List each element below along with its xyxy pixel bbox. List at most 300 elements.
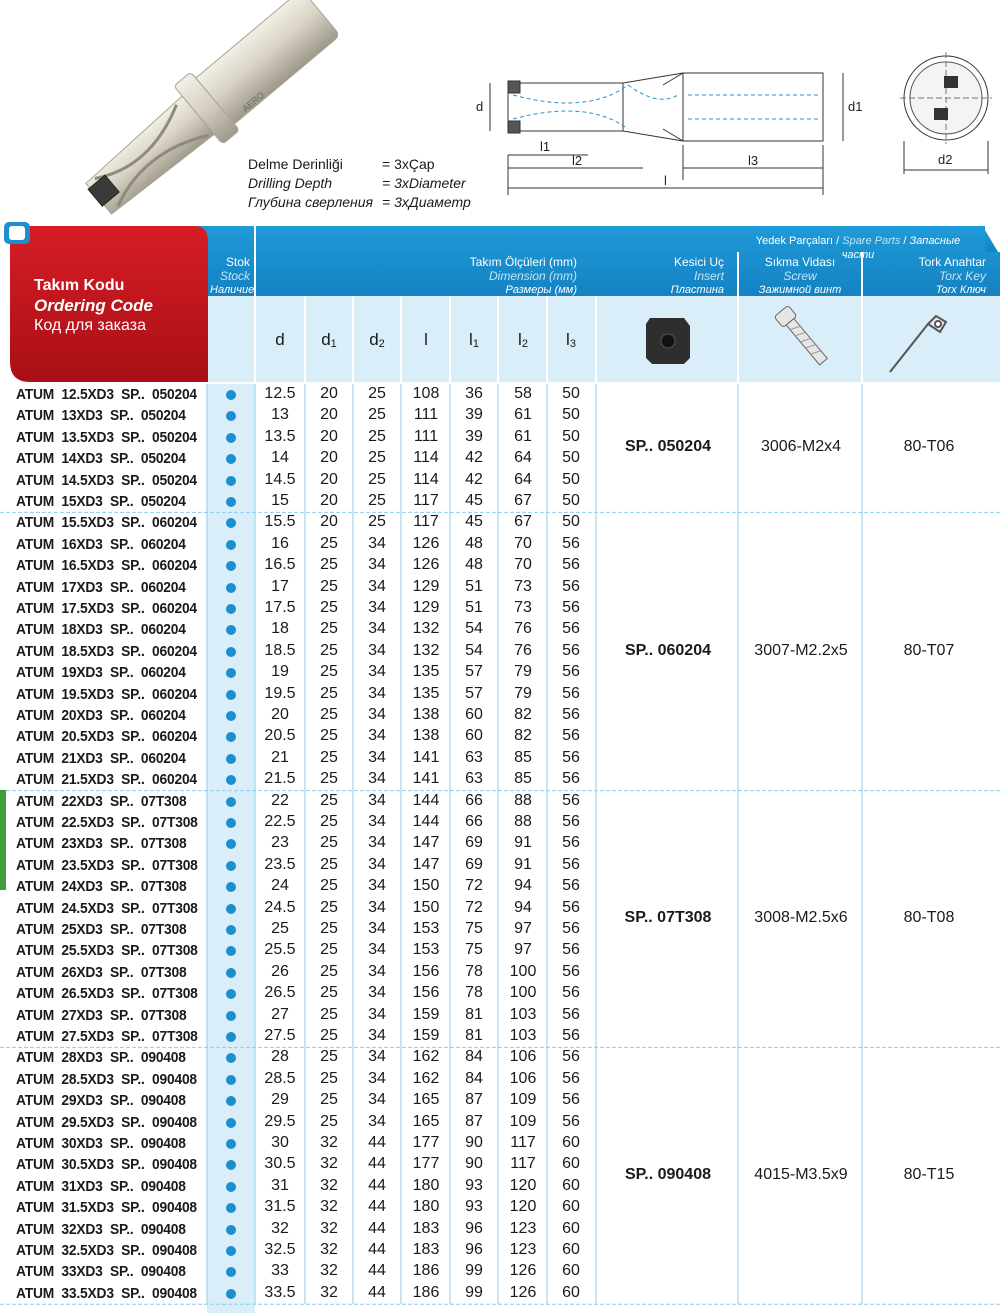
dim-cell-d: 30 (271, 1134, 289, 1151)
ordering-code-cell: ATUM 20.5XD3 SP.. 060204 (16, 728, 197, 746)
dim-cell-d: 32.5 (264, 1241, 296, 1258)
dim-cell-d: 24 (271, 877, 289, 895)
column-header-sub: 2 (378, 338, 385, 350)
table-row[interactable] (0, 983, 600, 1004)
dim-cell-l2: 126 (509, 1283, 537, 1301)
dim-cell-d1: 32 (320, 1134, 338, 1151)
stock-dot-icon (226, 625, 236, 635)
dim-cell-d2: 34 (368, 684, 386, 702)
dim-cell-l: 135 (412, 663, 440, 681)
dim-cell-d2: 34 (368, 920, 386, 937)
dim-cell-l: 132 (412, 620, 440, 638)
dim-cell-d2: 34 (368, 1005, 386, 1023)
dim-cell-l: 150 (412, 877, 440, 895)
table-row[interactable] (0, 1047, 600, 1068)
dim-cell-l: 114 (413, 449, 439, 467)
screw-tr: Sıkma Vidası (764, 255, 836, 269)
stock-dot-icon (226, 433, 236, 443)
dim-cell-d: 26.5 (264, 984, 296, 1002)
dim-cell-d: 18 (271, 620, 289, 638)
dim-cell-l3: 56 (562, 920, 580, 937)
dim-cell-l: 162 (412, 1048, 440, 1066)
dim-cell-l2: 73 (514, 599, 532, 616)
dim-cell-l2: 100 (509, 984, 537, 1002)
ordering-code-cell: ATUM 19XD3 SP.. 060204 (16, 664, 186, 682)
table-row[interactable] (0, 1154, 600, 1175)
table-row[interactable] (0, 598, 600, 619)
dim-cell-l: 117 (413, 492, 439, 509)
dim-cell-l1: 99 (465, 1283, 483, 1301)
stock-dot-icon (226, 797, 236, 807)
table-row[interactable] (0, 684, 600, 705)
dim-cell-l3: 56 (562, 1069, 580, 1087)
table-row[interactable] (0, 812, 600, 833)
ordering-code-cell: ATUM 26.5XD3 SP.. 07T308 (16, 985, 198, 1003)
insert-ru: Пластина (670, 284, 724, 296)
dim-cell-l1: 51 (465, 599, 483, 616)
ordering-code-cell: ATUM 27XD3 SP.. 07T308 (16, 1006, 187, 1024)
dim-cell-d2: 25 (368, 449, 386, 467)
stock-dot-icon (226, 989, 236, 999)
dim-cell-d1: 25 (320, 748, 338, 766)
screw-en: Screw (783, 269, 817, 283)
dim-cell-l3: 56 (562, 641, 580, 659)
ordering-code-cell: ATUM 33.5XD3 SP.. 090408 (16, 1284, 197, 1302)
table-row[interactable] (0, 555, 600, 576)
dim-cell-d2: 34 (368, 1027, 386, 1044)
label-l: l (664, 173, 667, 188)
table-row[interactable] (0, 962, 600, 983)
stock-dot-icon (226, 1203, 236, 1213)
stock-dot-icon (226, 1096, 236, 1106)
dim-cell-l2: 97 (514, 920, 532, 937)
ordering-code-cell: ATUM 16.5XD3 SP.. 060204 (16, 557, 197, 575)
dim-cell-l2: 61 (514, 427, 532, 445)
dim-cell-d2: 25 (368, 406, 386, 424)
ordering-code-cell: ATUM 23XD3 SP.. 07T308 (16, 835, 187, 853)
table-row[interactable] (0, 940, 600, 961)
label-d: d (476, 99, 484, 114)
stock-ru: Наличие (210, 284, 255, 296)
label-l3: l3 (748, 153, 759, 168)
table-row[interactable] (0, 619, 600, 640)
stock-dot-icon (226, 476, 236, 486)
dim-cell-d1: 25 (320, 1112, 338, 1130)
dim-cell-l2: 58 (514, 385, 532, 402)
dim-cell-l3: 56 (562, 898, 580, 916)
dim-cell-d2: 34 (368, 1048, 386, 1066)
dim-cell-l2: 82 (514, 727, 532, 745)
dim-cell-l1: 66 (465, 791, 483, 809)
dim-cell-d2: 25 (368, 470, 386, 488)
stock-en: Stock (219, 269, 250, 283)
dim-cell-d2: 34 (368, 641, 386, 659)
dim-cell-l: 138 (412, 727, 440, 745)
dim-cell-l: 156 (412, 984, 440, 1002)
ordering-code-cell: ATUM 14XD3 SP.. 050204 (16, 450, 186, 468)
table-row[interactable] (0, 1283, 600, 1304)
dim-cell-l2: 85 (514, 748, 532, 766)
dim-cell-l: 126 (412, 556, 440, 574)
table-row[interactable] (0, 1197, 600, 1218)
ordering-code-cell: ATUM 20XD3 SP.. 060204 (16, 707, 186, 724)
dim-cell-l1: 78 (465, 962, 483, 980)
dim-cell-l3: 50 (562, 492, 580, 509)
dim-cell-l: 186 (412, 1283, 440, 1301)
dim-cell-l1: 93 (465, 1198, 483, 1216)
ordering-code-cell: ATUM 18XD3 SP.. 060204 (16, 621, 186, 639)
dim-cell-d1: 25 (320, 1005, 338, 1023)
ordering-code-cell: ATUM 15XD3 SP.. 050204 (16, 493, 186, 510)
ordering-code-cell: ATUM 14.5XD3 SP.. 050204 (16, 471, 197, 489)
dim-cell-d2: 44 (368, 1176, 386, 1194)
stock-dot-icon (226, 1139, 236, 1149)
column-header-base: d (275, 330, 285, 349)
ordering-code-cell: ATUM 25XD3 SP.. 07T308 (16, 921, 187, 938)
dim-cell-l: 111 (413, 427, 439, 445)
stock-dot-icon (226, 968, 236, 978)
spare-parts-tr: Yedek Parçaları (755, 235, 834, 247)
column-header-base: d (321, 330, 331, 349)
dim-cell-l2: 97 (514, 941, 532, 959)
dim-cell-l: 111 (413, 406, 439, 424)
dim-cell-l1: 45 (465, 492, 483, 509)
table-row[interactable] (0, 876, 600, 897)
stock-dot-icon (226, 1246, 236, 1256)
drilling-depth-row (248, 174, 471, 193)
dim-cell-d: 23 (271, 834, 289, 852)
dim-cell-d2: 25 (368, 427, 386, 445)
dim-cell-l3: 56 (562, 663, 580, 681)
stock-tr: Stok (225, 255, 250, 269)
dim-cell-d: 15.5 (264, 513, 296, 531)
table-row[interactable] (0, 1005, 600, 1026)
dim-cell-d2: 34 (368, 1069, 386, 1087)
dim-cell-l3: 56 (562, 684, 580, 702)
table-row[interactable] (0, 1090, 600, 1111)
dim-cell-l2: 117 (510, 1134, 536, 1151)
table-row[interactable] (0, 577, 600, 598)
table-row[interactable] (0, 641, 600, 662)
table-row[interactable] (0, 726, 600, 747)
dim-cell-l3: 60 (562, 1219, 580, 1237)
dim-cell-l3: 56 (562, 620, 580, 638)
dim-cell-l3: 60 (562, 1262, 580, 1280)
dim-cell-d: 27 (271, 1005, 289, 1023)
dim-cell-d: 14.5 (264, 470, 296, 488)
dim-cell-l1: 42 (465, 449, 483, 467)
column-header-base: l (566, 330, 570, 349)
column-header-base: d (369, 330, 379, 349)
dim-cell-d: 23.5 (264, 855, 296, 873)
dim-cell-l: 180 (412, 1176, 440, 1194)
dim-cell-l1: 84 (465, 1048, 483, 1066)
dim-cell-d2: 34 (368, 855, 386, 873)
table-row[interactable] (0, 384, 600, 405)
ordering-code-cell: ATUM 21XD3 SP.. 060204 (16, 749, 186, 767)
dim-cell-d1: 25 (320, 898, 338, 916)
table-row[interactable] (0, 833, 600, 854)
dim-cell-l2: 94 (514, 877, 532, 895)
torx-key-tr: Tork Anahtar (918, 255, 986, 269)
dim-cell-d1: 25 (320, 877, 338, 895)
dim-cell-d2: 44 (368, 1198, 386, 1216)
stock-dot-icon (226, 925, 236, 935)
label-l1: l1 (540, 139, 551, 154)
dim-cell-l2: 126 (509, 1262, 537, 1280)
dim-cell-l3: 56 (562, 834, 580, 852)
dim-cell-l1: 96 (465, 1241, 483, 1258)
table-row[interactable] (0, 791, 600, 812)
dim-cell-d: 29.5 (264, 1112, 296, 1130)
dim-cell-l: 117 (413, 513, 439, 531)
dim-cell-l: 159 (412, 1005, 440, 1023)
dim-cell-l1: 63 (465, 770, 483, 788)
dim-cell-l1: 39 (465, 427, 483, 445)
dim-cell-d: 19.5 (264, 684, 296, 702)
table-row[interactable] (0, 427, 600, 448)
dim-cell-l3: 50 (562, 449, 580, 467)
dim-cell-d: 25.5 (264, 941, 296, 959)
dim-cell-d2: 34 (368, 1091, 386, 1109)
dim-cell-l1: 75 (465, 941, 483, 959)
drilling-depth-value: = 3xДиаметр (382, 194, 471, 210)
stock-dot-icon (226, 497, 236, 507)
dim-cell-d1: 25 (320, 920, 338, 937)
table-row[interactable] (0, 1112, 600, 1133)
dim-cell-l3: 56 (562, 984, 580, 1002)
dim-cell-d: 13 (271, 406, 289, 424)
dim-cell-l2: 76 (514, 620, 532, 638)
table-row[interactable] (0, 769, 600, 790)
dimensions-header (380, 255, 577, 297)
dim-cell-l1: 81 (465, 1005, 483, 1023)
dim-cell-l3: 56 (562, 556, 580, 574)
table-row[interactable] (0, 534, 600, 555)
dim-cell-d1: 25 (320, 684, 338, 702)
dim-cell-l3: 56 (562, 748, 580, 766)
insert-code-cell: SP.. 060204 (624, 641, 711, 659)
screw-code-cell: 3006-M2x4 (760, 438, 842, 456)
dim-cell-l1: 57 (465, 663, 483, 681)
dim-cell-l: 150 (412, 898, 440, 916)
dim-cell-d1: 25 (320, 1048, 338, 1066)
label-d2: d2 (938, 152, 953, 167)
table-row[interactable] (0, 448, 600, 469)
dim-cell-l1: 54 (465, 641, 483, 659)
table-row[interactable] (0, 855, 600, 876)
dim-cell-l3: 56 (562, 962, 580, 980)
drilling-depth-value: = 3xDiameter (382, 175, 466, 191)
stock-dot-icon (226, 818, 236, 828)
dim-cell-d1: 25 (320, 791, 338, 809)
dim-cell-l3: 56 (562, 706, 580, 723)
dim-cell-d2: 34 (368, 599, 386, 616)
dim-cell-l2: 79 (514, 663, 532, 681)
dim-cell-l2: 79 (514, 684, 532, 702)
stock-header (210, 255, 255, 297)
ordering-code-cell: ATUM 24XD3 SP.. 07T308 (16, 878, 187, 896)
ordering-code-cell: ATUM 33XD3 SP.. 090408 (16, 1263, 186, 1281)
dim-cell-l2: 70 (514, 534, 532, 552)
dim-cell-l2: 88 (514, 813, 532, 830)
table-row[interactable] (0, 1240, 600, 1261)
dim-cell-d: 22.5 (264, 813, 296, 830)
ordering-code-cell: ATUM 17XD3 SP.. 060204 (16, 578, 186, 596)
torx-key-header (866, 255, 986, 297)
insert-code-cell: SP.. 090408 (624, 1165, 711, 1183)
dim-cell-d2: 34 (368, 577, 386, 595)
stock-dot-icon (226, 647, 236, 657)
dim-cell-l1: 84 (465, 1069, 483, 1087)
dim-cell-l1: 93 (465, 1176, 483, 1194)
table-row[interactable] (0, 919, 600, 940)
table-row[interactable] (0, 705, 600, 726)
dim-cell-l: 147 (412, 855, 440, 873)
dim-cell-l1: 72 (465, 877, 483, 895)
dim-cell-d1: 25 (320, 1069, 338, 1087)
stock-dot-icon (226, 839, 236, 849)
torx-key-ru: Torx Ключ (935, 284, 986, 296)
table-row[interactable] (0, 1133, 600, 1154)
stock-dot-icon (226, 1225, 236, 1235)
column-header-l1 (450, 330, 498, 350)
insert-en: Insert (693, 269, 724, 283)
dim-cell-l3: 56 (562, 577, 580, 595)
dim-cell-d1: 32 (320, 1241, 338, 1258)
dim-cell-d1: 20 (320, 513, 338, 531)
dim-cell-l1: 57 (465, 684, 483, 702)
dim-cell-l1: 96 (465, 1219, 483, 1237)
dim-cell-l2: 76 (514, 641, 532, 659)
dim-cell-l2: 61 (514, 406, 532, 424)
dim-cell-d1: 25 (320, 534, 338, 552)
ordering-code-cell: ATUM 12.5XD3 SP.. 050204 (16, 386, 197, 403)
dim-cell-l3: 60 (562, 1134, 580, 1151)
ordering-code-cell: ATUM 15.5XD3 SP.. 060204 (16, 514, 197, 532)
ordering-code-cell: ATUM 21.5XD3 SP.. 060204 (16, 771, 197, 789)
dim-cell-d1: 25 (320, 1027, 338, 1044)
dim-cell-l3: 50 (562, 385, 580, 402)
dim-cell-d1: 20 (320, 406, 338, 424)
dim-cell-d2: 34 (368, 556, 386, 574)
dim-cell-l3: 56 (562, 1091, 580, 1109)
table-row[interactable] (0, 1069, 600, 1090)
dim-cell-l1: 69 (465, 855, 483, 873)
dim-cell-l1: 78 (465, 984, 483, 1002)
dim-cell-d: 25 (271, 920, 289, 937)
dim-cell-l: 165 (412, 1112, 440, 1130)
ordering-code-cell: ATUM 25.5XD3 SP.. 07T308 (16, 942, 198, 960)
dim-cell-l2: 91 (514, 834, 532, 852)
ordering-code-cell: ATUM 18.5XD3 SP.. 060204 (16, 642, 197, 660)
dim-cell-d1: 25 (320, 813, 338, 830)
table-row[interactable] (0, 1026, 600, 1047)
dim-cell-l3: 56 (562, 791, 580, 809)
dim-cell-l1: 63 (465, 748, 483, 766)
insert-tr: Kesici Uç (673, 255, 724, 269)
column-header-base: l (518, 330, 522, 349)
dim-cell-d: 16.5 (264, 556, 296, 574)
table-row[interactable] (0, 662, 600, 683)
dim-cell-d1: 25 (320, 770, 338, 788)
stock-dot-icon (226, 690, 236, 700)
screw-code-cell: 3007-M2.2x5 (754, 641, 848, 659)
dim-cell-l2: 103 (509, 1027, 537, 1044)
stock-dot-icon (226, 454, 236, 464)
dim-cell-d2: 34 (368, 620, 386, 638)
dim-cell-d: 20 (271, 706, 289, 723)
table-row[interactable] (0, 512, 600, 533)
table-row[interactable] (0, 748, 600, 769)
dim-cell-l: 177 (412, 1134, 440, 1151)
dim-cell-l: 183 (412, 1219, 440, 1237)
stock-dot-icon (226, 1182, 236, 1192)
dim-cell-d: 21 (271, 748, 289, 766)
ordering-code-cell: ATUM 19.5XD3 SP.. 060204 (16, 685, 197, 703)
table-row[interactable] (0, 491, 600, 512)
dim-cell-d2: 44 (368, 1283, 386, 1301)
dim-cell-d1: 20 (320, 449, 338, 467)
table-row[interactable] (0, 898, 600, 919)
table-row[interactable] (0, 1219, 600, 1240)
ordering-code-cell: ATUM 24.5XD3 SP.. 07T308 (16, 899, 198, 917)
dim-cell-d1: 32 (320, 1262, 338, 1280)
dim-cell-l: 177 (412, 1155, 440, 1173)
dim-cell-l1: 36 (465, 385, 483, 402)
photo-mark: AERO (240, 89, 267, 114)
dim-cell-l1: 81 (465, 1027, 483, 1044)
ordering-code-cell: ATUM 23.5XD3 SP.. 07T308 (16, 856, 198, 874)
ordering-code-tr: Takım Kodu (34, 277, 125, 294)
dim-cell-l2: 106 (509, 1069, 537, 1087)
table-row[interactable] (0, 1176, 600, 1197)
table-row[interactable] (0, 1261, 600, 1282)
ordering-code-cell: ATUM 22.5XD3 SP.. 07T308 (16, 814, 198, 831)
table-row[interactable] (0, 470, 600, 491)
dim-cell-l3: 60 (562, 1241, 580, 1258)
column-header-l (402, 330, 450, 350)
dim-cell-l3: 56 (562, 855, 580, 873)
dim-cell-l2: 109 (509, 1091, 537, 1109)
dim-cell-l3: 56 (562, 941, 580, 959)
dim-cell-l2: 73 (514, 577, 532, 595)
dim-cell-l2: 120 (509, 1198, 537, 1216)
dim-cell-d1: 25 (320, 855, 338, 873)
dim-cell-d1: 20 (320, 385, 338, 402)
dim-cell-l1: 87 (465, 1112, 483, 1130)
dim-cell-d1: 20 (320, 470, 338, 488)
table-row[interactable] (0, 405, 600, 426)
dim-cell-d: 19 (271, 663, 289, 681)
spare-parts-ru: Запасные части (841, 235, 961, 261)
ordering-code-header (34, 276, 153, 336)
column-header-l3 (547, 330, 595, 350)
stock-dot-icon (226, 668, 236, 678)
dim-cell-l3: 50 (562, 513, 580, 531)
dim-cell-d2: 44 (368, 1155, 386, 1173)
dim-cell-d: 17 (271, 577, 289, 595)
dim-cell-l1: 90 (465, 1134, 483, 1151)
torx-key-code-cell: 80-T15 (903, 1165, 955, 1183)
ordering-code-cell: ATUM 13.5XD3 SP.. 050204 (16, 428, 197, 446)
dim-cell-l: 114 (413, 470, 439, 488)
dim-cell-d: 27.5 (264, 1027, 296, 1044)
dim-cell-d1: 25 (320, 1091, 338, 1109)
dim-cell-l1: 69 (465, 834, 483, 852)
dim-cell-d2: 34 (368, 748, 386, 766)
torx-key-en: Torx Key (939, 269, 986, 283)
